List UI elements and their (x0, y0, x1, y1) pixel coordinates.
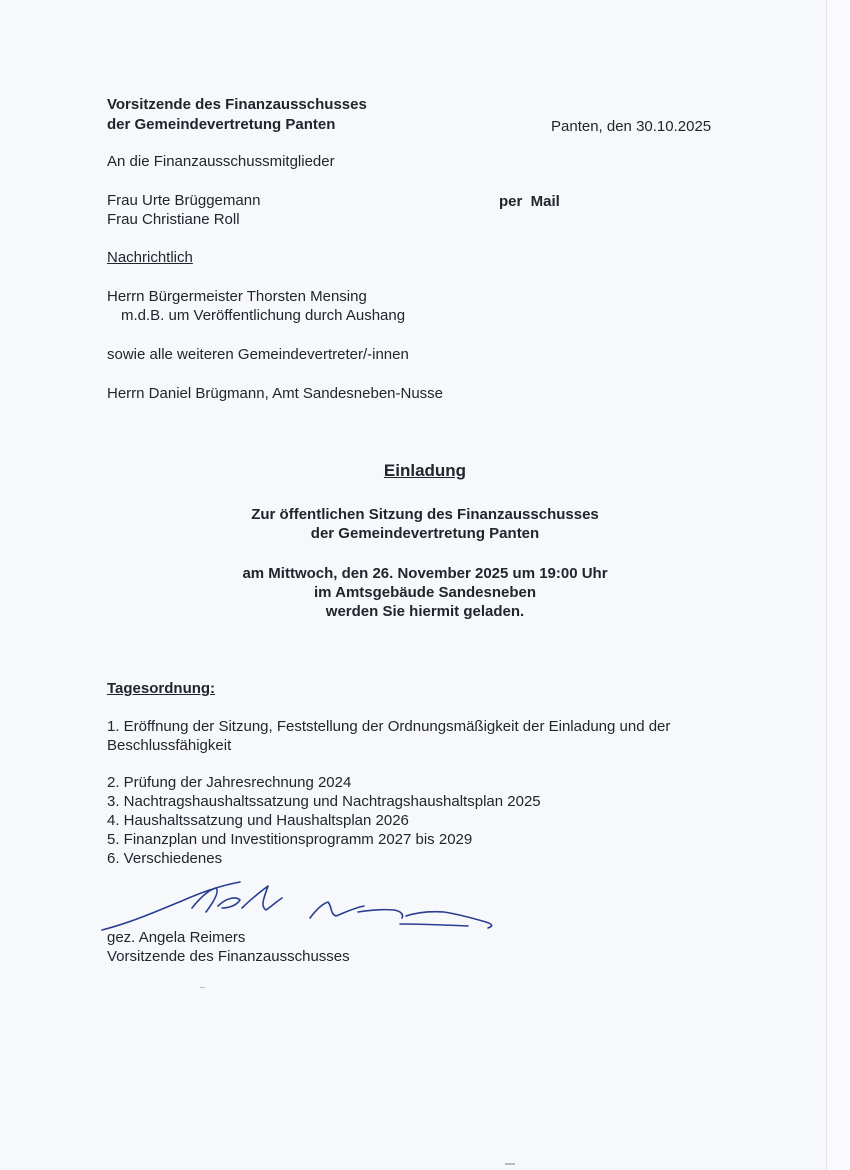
scan-speck (200, 987, 205, 988)
signature-role: Vorsitzende des Finanzausschusses (107, 948, 350, 965)
cc-others: sowie alle weiteren Gemeindevertreter/-innen (107, 346, 409, 363)
document-title: Einladung (383, 461, 467, 480)
cc-mayor-note: m.d.B. um Veröffentlichung durch Aushang (121, 307, 406, 324)
agenda-item-5: 5. Finanzplan und Investitionsprogramm 2027 bis 2029 (107, 831, 473, 848)
cc-heading: Nachrichtlich (107, 249, 193, 266)
place-date: Panten, den 30.10.2025 (551, 118, 712, 135)
agenda-item-6: 6. Verschiedenes (107, 850, 223, 867)
recipient-1: Frau Urte Brüggemann (107, 192, 261, 209)
cc-mayor: Herrn Bürgermeister Thorsten Mensing (107, 288, 367, 305)
session-line-1: Zur öffentlichen Sitzung des Finanzausschusses (251, 506, 599, 523)
sender-line-2: der Gemeindevertretung Panten (107, 116, 336, 133)
session-invitation: werden Sie hiermit geladen. (325, 603, 525, 620)
session-line-2: der Gemeindevertretung Panten (310, 525, 540, 542)
session-location: im Amtsgebäude Sandesneben (314, 584, 536, 601)
recipients-intro: An die Finanzausschussmitglieder (107, 153, 335, 170)
cc-office: Herrn Daniel Brügmann, Amt Sandesneben-Nusse (107, 385, 444, 402)
scan-speck (505, 1163, 515, 1165)
agenda-item-3: 3. Nachtragshaushaltssatzung und Nachtragshaushaltsplan 2025 (107, 793, 541, 810)
recipient-2: Frau Christiane Roll (107, 211, 240, 228)
agenda-item-4: 4. Haushaltssatzung und Haushaltsplan 2026 (107, 812, 409, 829)
session-date: am Mittwoch, den 26. November 2025 um 19:00 Uhr (242, 565, 608, 582)
agenda-heading: Tagesordnung: (107, 680, 216, 697)
scan-edge (826, 0, 850, 1170)
signature-name: gez. Angela Reimers (107, 929, 246, 946)
agenda-item-2: 2. Prüfung der Jahresrechnung 2024 (107, 774, 352, 791)
delivery-method: per Mail (499, 193, 560, 210)
sender-line-1: Vorsitzende des Finanzausschusses (107, 96, 367, 113)
agenda-item-1: 1. Eröffnung der Sitzung, Feststellung der Ordnungsmäßigkeit der Einladung und der (107, 718, 671, 735)
agenda-item-1-cont: Beschlussfähigkeit (107, 737, 232, 754)
